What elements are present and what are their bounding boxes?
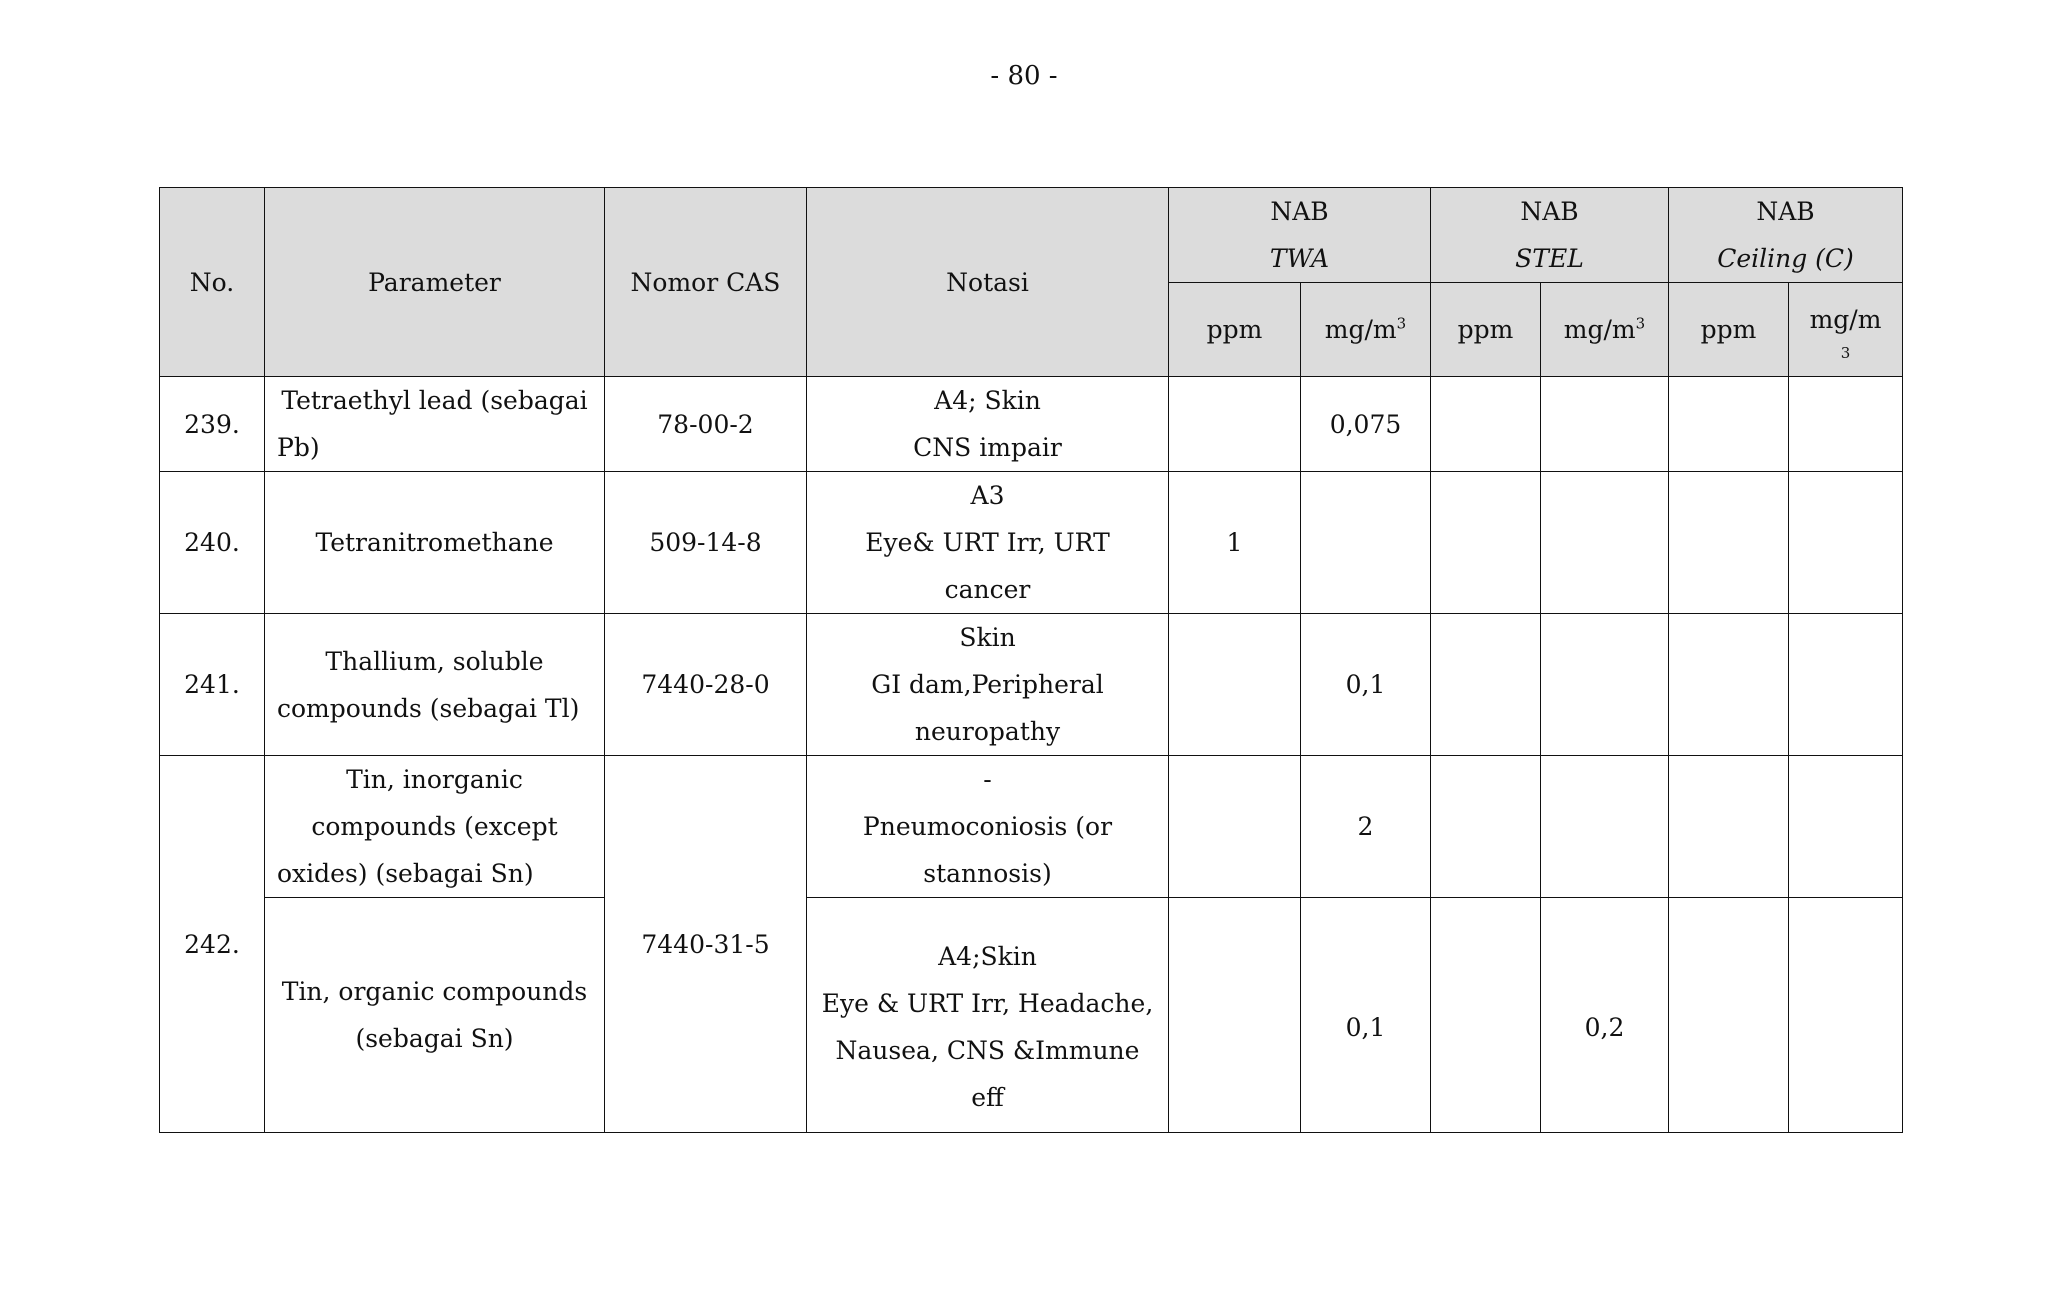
notasi-line: cancer: [944, 575, 1031, 604]
cell-twa-ppm: 1: [1169, 472, 1301, 614]
header-twa-ppm: ppm: [1169, 283, 1301, 377]
notasi-line: GI dam,Peripheral: [871, 670, 1104, 699]
cell-stel-mgm3: 0,2: [1541, 898, 1669, 1133]
header-twa-mgm3: [1301, 283, 1431, 377]
cell-parameter: Tin, inorganic compounds (except oxides) (sebagai Sn): [265, 756, 605, 898]
cell-parameter: Thallium, soluble compounds (sebagai Tl): [265, 614, 605, 756]
cell-ceiling-mgm3: [1789, 472, 1903, 614]
unit-exponent: 3: [1840, 344, 1851, 362]
cell-ceiling-mgm3: [1789, 614, 1903, 756]
cell-stel-ppm: [1431, 756, 1541, 898]
cell-no: 240.: [160, 472, 265, 614]
cell-parameter: Tetraethyl lead (sebagai Pb): [265, 377, 605, 472]
cell-no: 242.: [160, 756, 265, 1133]
cell-ceiling-ppm: [1669, 614, 1789, 756]
header-parameter: Parameter: [265, 188, 605, 377]
cell-twa-mgm3: 0,1: [1301, 898, 1431, 1133]
unit-mgm: mg/m: [1563, 315, 1636, 344]
cell-no: 241.: [160, 614, 265, 756]
table-row: [160, 756, 1903, 898]
twa-label: TWA: [1269, 244, 1330, 273]
header-nab-stel: [1431, 188, 1669, 283]
cell-twa-ppm: [1169, 898, 1301, 1133]
nab-label: NAB: [1270, 197, 1329, 226]
cell-notasi: [807, 898, 1169, 1133]
header-cas: Nomor CAS: [605, 188, 807, 377]
cell-stel-ppm: [1431, 377, 1541, 472]
notasi-line: neuropathy: [914, 717, 1061, 746]
notasi-line: Nausea, CNS &Immune: [835, 1036, 1140, 1065]
cell-notasi: [807, 472, 1169, 614]
cell-stel-mgm3: [1541, 756, 1669, 898]
cell-cas: 78-00-2: [605, 377, 807, 472]
cell-cas: 509-14-8: [605, 472, 807, 614]
cell-cas: 7440-31-5: [605, 756, 807, 1133]
unit-mgm: mg/m: [1809, 305, 1882, 334]
table-row: [160, 898, 1903, 1133]
cell-twa-mgm3: [1301, 472, 1431, 614]
cell-twa-ppm: [1169, 377, 1301, 472]
notasi-line: -: [983, 765, 992, 794]
exposure-limits-table: [159, 187, 1903, 1133]
notasi-line: CNS impair: [913, 433, 1062, 462]
cell-no: 239.: [160, 377, 265, 472]
cell-twa-ppm: [1169, 756, 1301, 898]
table-row: [160, 614, 1903, 756]
notasi-line: Skin: [959, 623, 1016, 652]
cell-parameter: Tetranitromethane: [265, 472, 605, 614]
cell-twa-mgm3: 0,1: [1301, 614, 1431, 756]
ceiling-label: Ceiling (C): [1717, 244, 1854, 273]
cell-cas: 7440-28-0: [605, 614, 807, 756]
cell-notasi: [807, 377, 1169, 472]
unit-mgm: mg/m: [1324, 315, 1397, 344]
cell-stel-mgm3: [1541, 472, 1669, 614]
notasi-line: A4;Skin: [938, 942, 1037, 971]
cell-twa-mgm3: 0,075: [1301, 377, 1431, 472]
notasi-line: Pneumoconiosis (or: [862, 812, 1113, 841]
cell-parameter: Tin, organic compounds (sebagai Sn): [265, 898, 605, 1133]
cell-ceiling-ppm: [1669, 898, 1789, 1133]
notasi-line: A3: [970, 481, 1005, 510]
page-number: - 80 -: [990, 61, 1058, 91]
header-stel-mgm3: [1541, 283, 1669, 377]
cell-ceiling-ppm: [1669, 472, 1789, 614]
cell-twa-mgm3: 2: [1301, 756, 1431, 898]
cell-notasi: [807, 756, 1169, 898]
cell-ceiling-ppm: [1669, 377, 1789, 472]
nab-label: NAB: [1520, 197, 1579, 226]
table-row: [160, 377, 1903, 472]
notasi-line: Eye & URT Irr, Headache,: [821, 989, 1154, 1018]
cell-stel-ppm: [1431, 472, 1541, 614]
stel-label: STEL: [1515, 244, 1584, 273]
cell-ceiling-mgm3: [1789, 756, 1903, 898]
cell-ceiling-mgm3: [1789, 377, 1903, 472]
notasi-line: Eye& URT Irr, URT: [865, 528, 1110, 557]
cell-stel-ppm: [1431, 614, 1541, 756]
cell-stel-ppm: [1431, 898, 1541, 1133]
cell-ceiling-ppm: [1669, 756, 1789, 898]
notasi-line: eff: [971, 1083, 1004, 1112]
header-ceiling-ppm: ppm: [1669, 283, 1789, 377]
cell-twa-ppm: [1169, 614, 1301, 756]
cell-stel-mgm3: [1541, 614, 1669, 756]
header-stel-ppm: ppm: [1431, 283, 1541, 377]
header-nab-twa: [1169, 188, 1431, 283]
cell-ceiling-mgm3: [1789, 898, 1903, 1133]
notasi-line: stannosis): [923, 859, 1052, 888]
notasi-line: A4; Skin: [934, 386, 1041, 415]
table-row: [160, 472, 1903, 614]
nab-label: NAB: [1756, 197, 1815, 226]
unit-exponent: 3: [1396, 314, 1407, 333]
cell-stel-mgm3: [1541, 377, 1669, 472]
header-nab-ceiling: [1669, 188, 1903, 283]
header-notasi: Notasi: [807, 188, 1169, 377]
header-ceiling-mgm3: [1789, 283, 1903, 377]
unit-exponent: 3: [1635, 314, 1646, 333]
cell-notasi: [807, 614, 1169, 756]
header-no: No.: [160, 188, 265, 377]
